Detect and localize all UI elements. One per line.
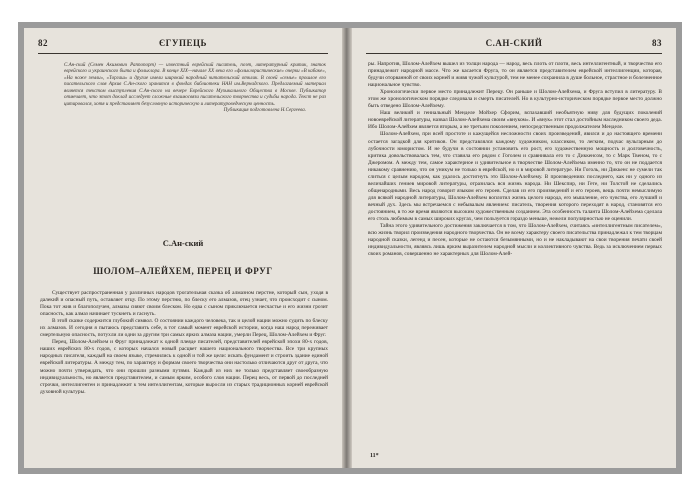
paragraph: Тайна этого удивительного достижения заключается в том, что Шолом-Алейхем, считаясь «интеллигентным писателем», всю жизнь творил произведения народного творчества. Он не всему характеру своего писательства принадлежал к тем творцам народной сказки, легенд и песен, которые не остаются безымянными, но и не накладывают на свои творения печати своей индивидуальности, являясь лишь ярким выразителем народной мысли и коллективного чувства. Ведь за исключением первых своих романов, совершенно не характерных для Шолом-Алей- — [368, 223, 662, 258]
book-gutter — [342, 28, 352, 468]
paragraph: Шолом-Алейхем, при всей простоте и кажущейся несложности своих произведений, явился и до настоящего времени остается загадкой для критиков. Он представлялся каждому художником, классиком, то легким, подчас вульгарным до лубочности юмористом. И не будучи в состоянии установить его рост, его художественную мощность и долговечность, критика довольствовалась тем, что ставила его рядом с Гоголем и сравнивала его то с Диккенсом, то с Марк Твеном, то с Джеромом. А между тем, самое характерное и удивительное в творчестве Шолом-Алейхема именно то, что он не поддается никакому сравнению, что он уникум не только в еврейской, но и в мировой литературе. Ни Гоголь, ни Диккенс не сумели так слиться с целым народом, как удалось достигнуть это Шолом-Алейхему. В произведениях последнего, как ни у одного из величайших гениев мировой литературы, отразилась вся жизнь народа. Ни Шекспир, ни Гете, ни Толстой не сделались общенародными. Весь народ говорит языком его героев. Сделав из его произведений и его героев, вещь почти немыслимую для всякой народной литературы, Шолом-Алейхем воплотил жизнь целого народа, его мышление, его чувства, его лучший и вечный дух. Здесь мы встречаемся с небывалым явлением: писатель, творения которого переходят в народ, становятся его достоянием, в то же время являются высоким художественным созданием. Эта особенность таланта Шолом-Алейхема сделала его столь любимым в самых широких кругах, чем пользуется гораздо меньше, нежели популярностью не оценили. — [368, 131, 662, 223]
article-author: С.Ан-ский — [162, 238, 204, 248]
book-spread-scan — [18, 22, 682, 474]
left-body-text — [40, 290, 328, 396]
right-running-head — [366, 38, 662, 52]
paragraph: В этой сказке содержится глубокий символ. О состоянии каждого человека, так и целой нации можно судить по блеску их алмазов. И сегодня я пытаюсь представить себе, в тот самый момент еврейской истории, когда наш народ переживает смертельную опасность, потухли ли одни за другим три самых ярких алмаза нации, умерли Перец, Шолом-Алейхем и Фруг. — [40, 318, 328, 339]
paragraph: Существует распространенная у различных народов трогательная сказка об алмазном перстне, который сын, уходя в далекий и опасный путь, оставляет отцу. По этому перстню, по блеску его алмазов, отец узнает, что происходит с сыном. Пока тот жив и благополучен, алмазы сияют своим блеском. Но едва с сыном приключается несчастье и его жизни грозит опасность, как алмаз начинает тускнеть и гаснуть. — [40, 290, 328, 318]
left-page — [24, 28, 342, 468]
left-header-rule — [38, 53, 328, 54]
right-body-text — [368, 61, 662, 258]
editorial-note-text: С.Ан-ский (Семен Акимович Раппопорт) — известный еврейский писатель, поэт, литературный критик, знаток еврейского и украинского быта и фольклора. В конце XIX—начале XX века его «фольклористические» очерки «В кабаке», «На ноже земли», «Торгаш» и другие имели широкий народный читательский отклик. В своей «семье» прошлое его писательского слоя Архив С.Ан-ского хранится в фондах библиотеки НАН им.Вернадского. Предлагаемый материал является текстом выступления С.Ан-ского на вечере Еврейского Музыкального Общества в Москве. Публикатор отмечает, что этот доклад исследует сложные взаимосвязи писательского творчества и судьбы народа. Текст не раз цитировался, хотя и представляет безусловную историческую и литературоведческую ценность. — [64, 63, 326, 107]
paragraph: ры. Напротив, Шолом-Алейхем вышел из толщи народа — народ, весь плоть от плоти, весь интеллигентный, и творчество его принадлежит народной массе. Что же касается Фруга, то он является представителем еврейской интеллигенции, которая, будучи оторванной от своих корней и живя чужой культурой, тем не менее сохранила в душе больное, страстное и болезненное национальное чувство. — [368, 61, 662, 89]
paragraph: Перец, Шолом-Алейхем и Фруг принадлежат к одной плеяде писателей, представителей еврейской эпохи 80-х годов, наших еврейских 80-х годов, с которых начался новый расцвет нашего национального творчества. Все три крупных народных писателя, каждый на своем языке, стремились к одной и той же цели: искать фундамент и строить здание единой еврейской литературы. А между тем, по характеру и формам своего творчества они настолько отличаются друг от друга, что можно почти утверждать, что они прошли разными путями. Каждый из них не только представляет своеобразную индивидуальность, но является представителем, и самым ярким, особого слоя нации. Перец весь, от первой до последней строчки, интеллигентен и принадлежит к тем интеллигентам, которые выросли из старых традиционных корней еврейской духовной культуры. — [40, 339, 328, 395]
right-header-rule — [366, 53, 662, 54]
editorial-note — [64, 63, 326, 115]
left-running-head — [38, 38, 328, 52]
left-running-title: ЄГУПЕЦЬ — [159, 38, 207, 48]
left-page-number: 82 — [38, 38, 48, 48]
paragraph: Хронологически первое место принадлежит Перецу. Он раньше и Шолом-Алейхема, и Фруга вступил в литературу. В этом же хронологическом порядке следовала и смерть писателей. Но в культурно-историческом порядке первое место должно быть отведено Шолом-Алейхему. — [368, 89, 662, 110]
right-page-number: 83 — [652, 38, 662, 48]
right-running-title: С.АН-СКИЙ — [485, 38, 543, 48]
right-page — [352, 28, 676, 468]
signature-mark: 11* — [370, 453, 379, 459]
editorial-note-signature: Публикация подготовлена Н.Сергеева. — [223, 108, 306, 114]
paragraph: Наш великий и гениальный Менделе Мойхер Сфорим, вспахавший необъятную ниву для будущих поколений новоеврейской литературы, назвал Шолом-Алейхема своим «внуком». И «внук» этот стал достойным наследником своего деда. Ибо Шолом-Алейхем является вторым, а не третьим поколением, непосредственным продолжателем Менделе. — [368, 110, 662, 131]
article-title: ШОЛОМ–АЛЕЙХЕМ, ПЕРЕЦ И ФРУГ — [93, 266, 273, 276]
